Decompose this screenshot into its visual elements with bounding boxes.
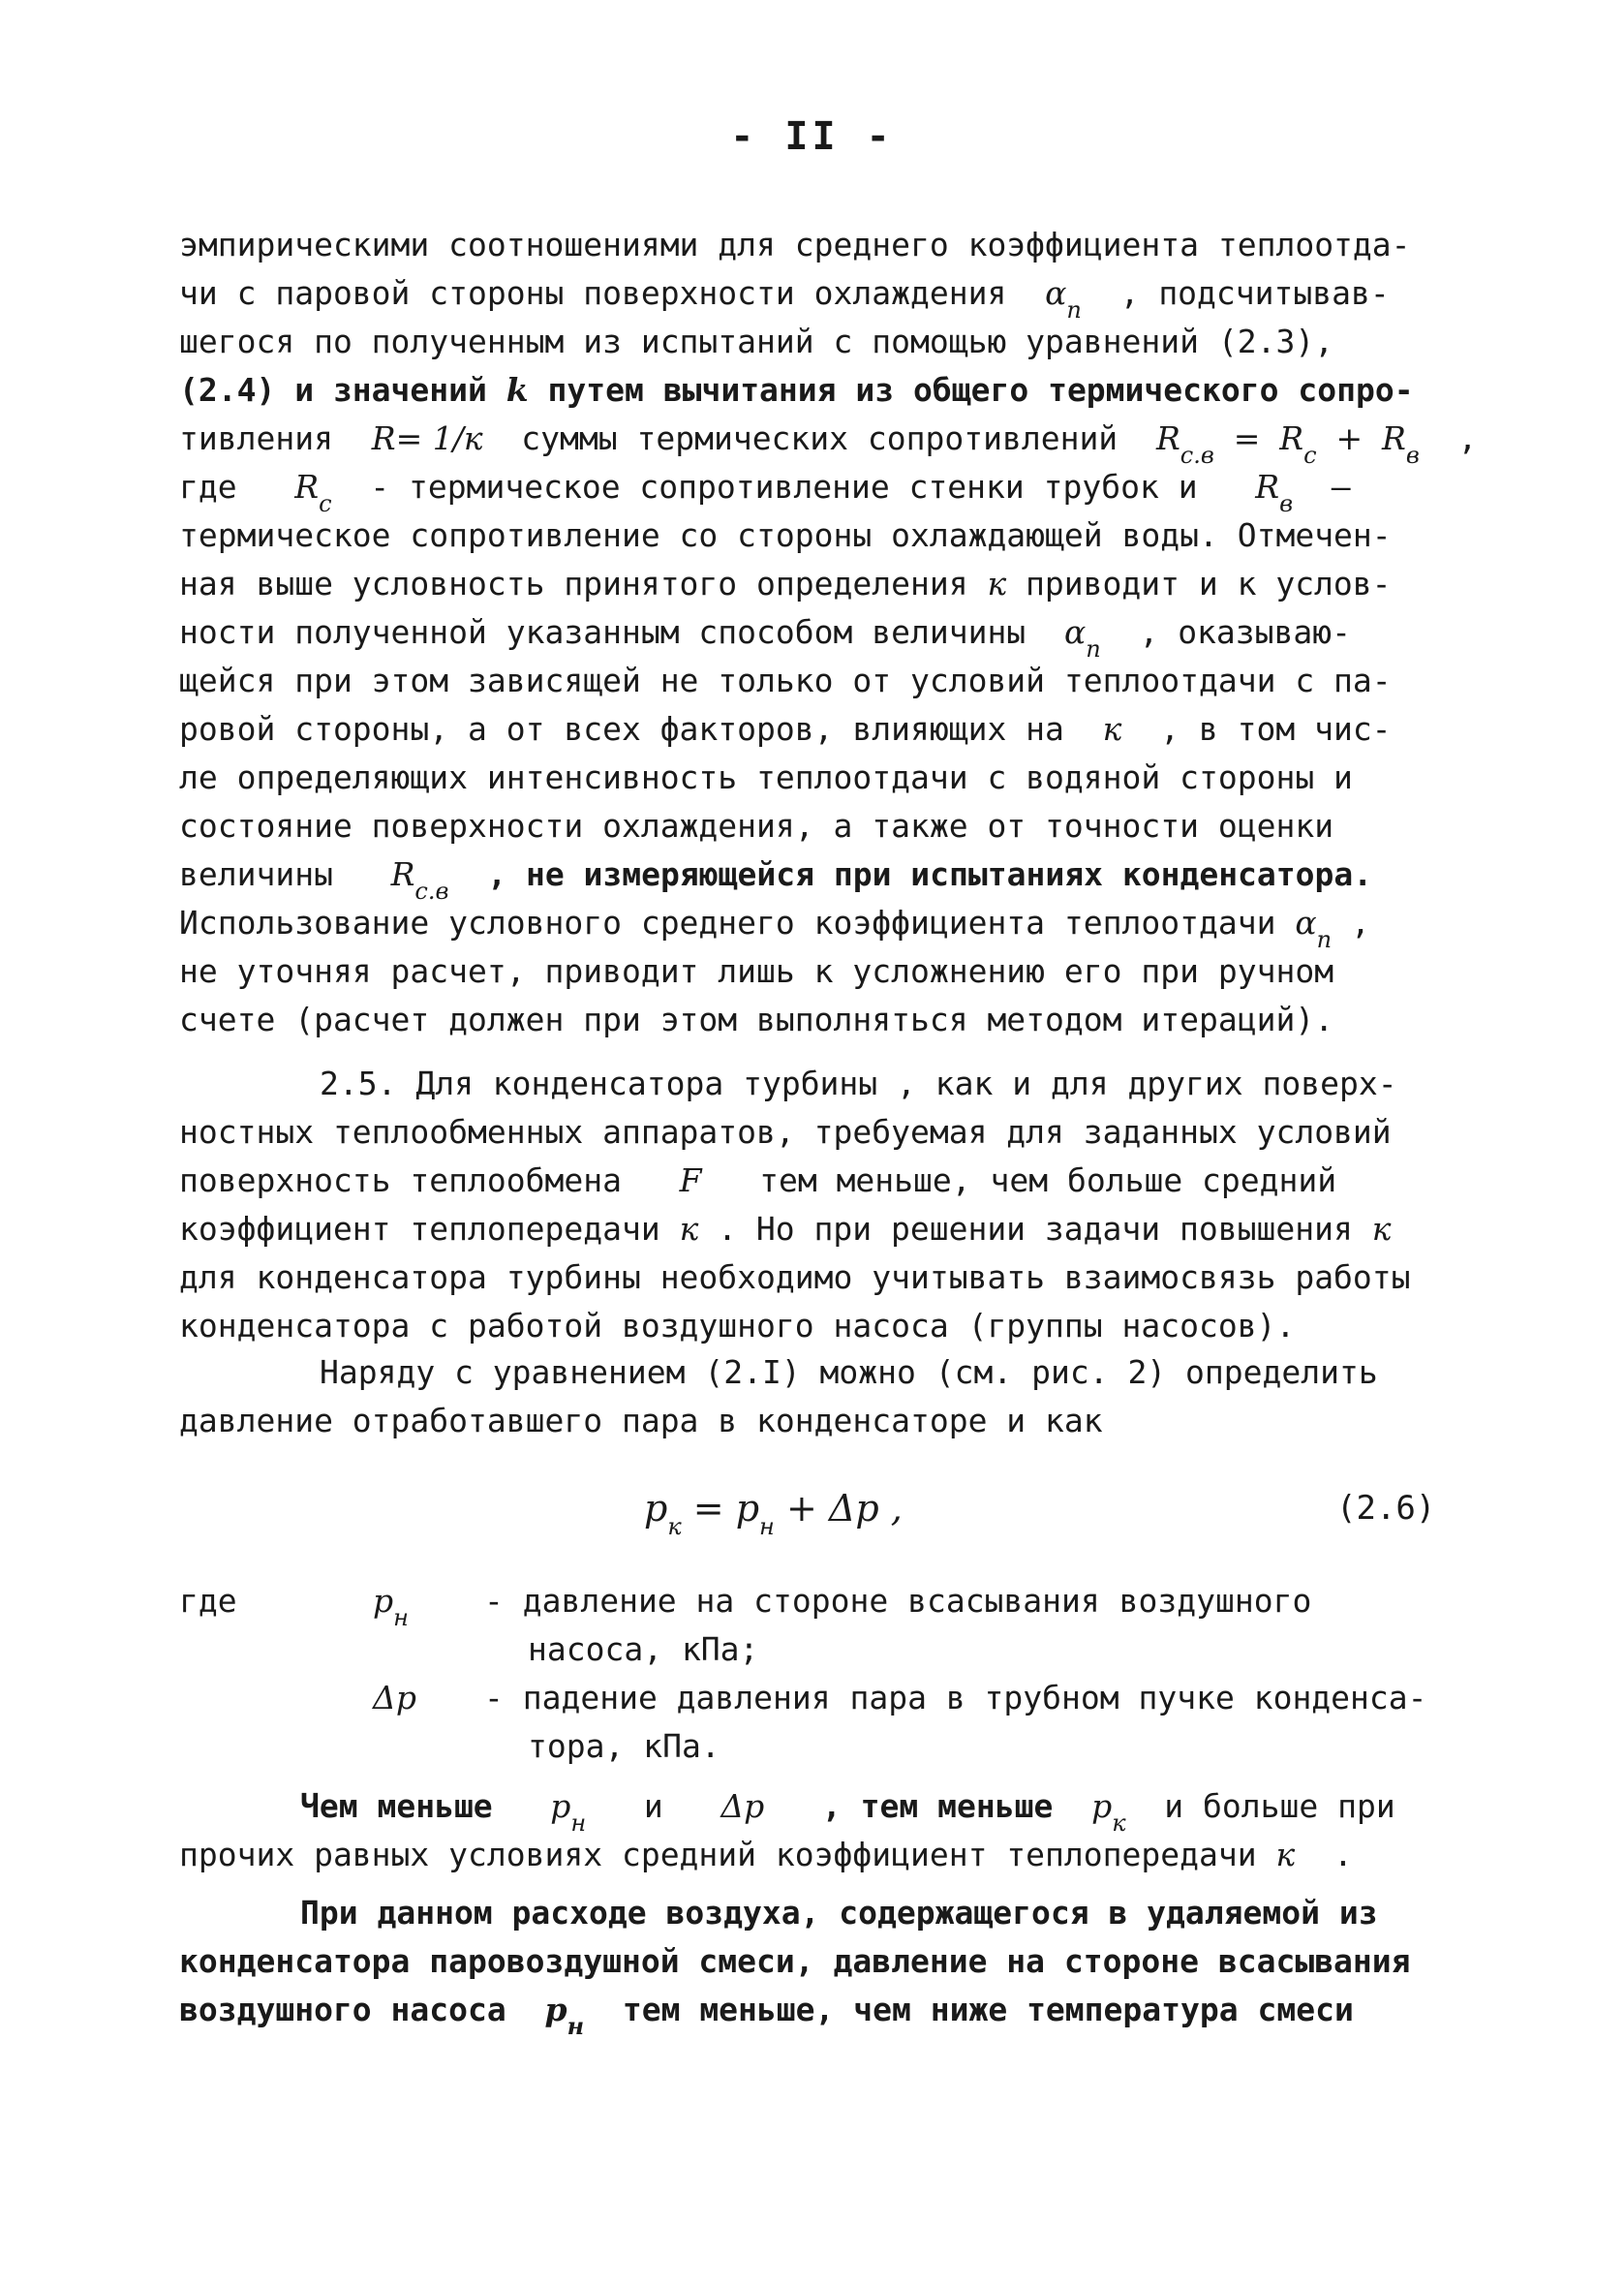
- text-line: воздушного насоса $p_н$ тем меньше, чем ниже температура смеси: [179, 1991, 1354, 2040]
- text-line: тивления R= 1/к суммы термических сопротивлений $R_{с.в} = R_с + R_в$ ,: [179, 419, 1478, 469]
- text-line: Наряду с уравнением (2.I) можно (см. рис. 2) определить: [320, 1353, 1378, 1391]
- text-line: термическое сопротивление со стороны охлаждающей воды. Отмечен-: [179, 516, 1392, 554]
- text-line: щейся при этом зависящей не только от условий теплоотдачи с па-: [179, 662, 1392, 699]
- text-line: поверхность теплообмена F тем меньше, чем больше средний: [179, 1161, 1337, 1199]
- text-line: счете (расчет должен при этом выполняться методом итераций).: [179, 1001, 1334, 1038]
- def-symbol: $p_н$: [373, 1582, 409, 1631]
- where-label: где: [179, 1582, 237, 1620]
- text-line: конденсатора с работой воздушного насоса (группы насосов).: [179, 1307, 1296, 1345]
- text-line: для конденсатора турбины необходимо учитывать взаимосвязь работы: [179, 1258, 1411, 1296]
- text-line: ровой стороны, а от всех факторов, влияющих на к , в том чис-: [179, 710, 1392, 748]
- text-line: ности полученной указанным способом величины $\alpha_п$ , оказываю-: [179, 613, 1351, 663]
- def-text: - давление на стороне всасывания воздушного: [484, 1582, 1312, 1620]
- page-number: - II -: [730, 114, 894, 159]
- text-line: 2.5. Для конденсатора турбины , как и для других поверх-: [320, 1065, 1397, 1102]
- text-line: величины $R_{с.в}$ , не измеряющейся при испытаниях конденсатора.: [179, 855, 1373, 905]
- text-line: эмпирическими соотношениями для среднего коэффициента теплоотда-: [179, 226, 1411, 263]
- text-line: коэффициент теплопередачи к . Но при решении задачи повышения к: [179, 1210, 1392, 1248]
- equation: $p_к = p_н + \Delta p$ ,: [644, 1487, 903, 1540]
- def-text: насоса, кПа;: [528, 1630, 759, 1668]
- text-line: состояние поверхности охлаждения, а также от точности оценки: [179, 807, 1334, 845]
- text-line: ле определяющих интенсивность теплоотдачи с водяной стороны и: [179, 758, 1353, 796]
- text-line: шегося по полученным из испытаний с помощью уравнений (2.3),: [179, 323, 1334, 360]
- text-line: не уточняя расчет, приводит лишь к усложнению его при ручном: [179, 952, 1334, 990]
- text-line: ностных теплообменных аппаратов, требуемая для заданных условий: [179, 1113, 1392, 1151]
- text-line: где $R_с$ - термическое сопротивление стенки трубок и $R_в$ –: [179, 468, 1351, 517]
- text-line: чи с паровой стороны поверхности охлаждения $\alpha_п$ , подсчитывав-: [179, 274, 1390, 324]
- text-line: прочих равных условиях средний коэффициент теплопередачи к .: [179, 1836, 1353, 1873]
- text-line: (2.4) и значений k путем вычитания из общего термического сопро-: [179, 371, 1414, 409]
- text-line: конденсатора паровоздушной смеси, давление на стороне всасывания: [179, 1942, 1411, 1980]
- text-line: ная выше условность принятого определения к приводит и к услов-: [179, 565, 1392, 603]
- def-text: - падение давления пара в трубном пучке конденса-: [484, 1679, 1427, 1716]
- equation-number: (2.6): [1336, 1489, 1436, 1528]
- text-line: Чем меньше $p_н$ и Δp , тем меньше $p_к$ и больше при: [300, 1787, 1395, 1837]
- def-symbol: Δp: [373, 1679, 416, 1716]
- text-line: При данном расходе воздуха, содержащегося в удаляемой из: [300, 1894, 1378, 1932]
- def-text: тора, кПа.: [528, 1727, 720, 1765]
- text-line: Использование условного среднего коэффициента теплоотдачи $\alpha_п$ ,: [179, 904, 1370, 953]
- text-line: давление отработавшего пара в конденсаторе и как: [179, 1402, 1103, 1439]
